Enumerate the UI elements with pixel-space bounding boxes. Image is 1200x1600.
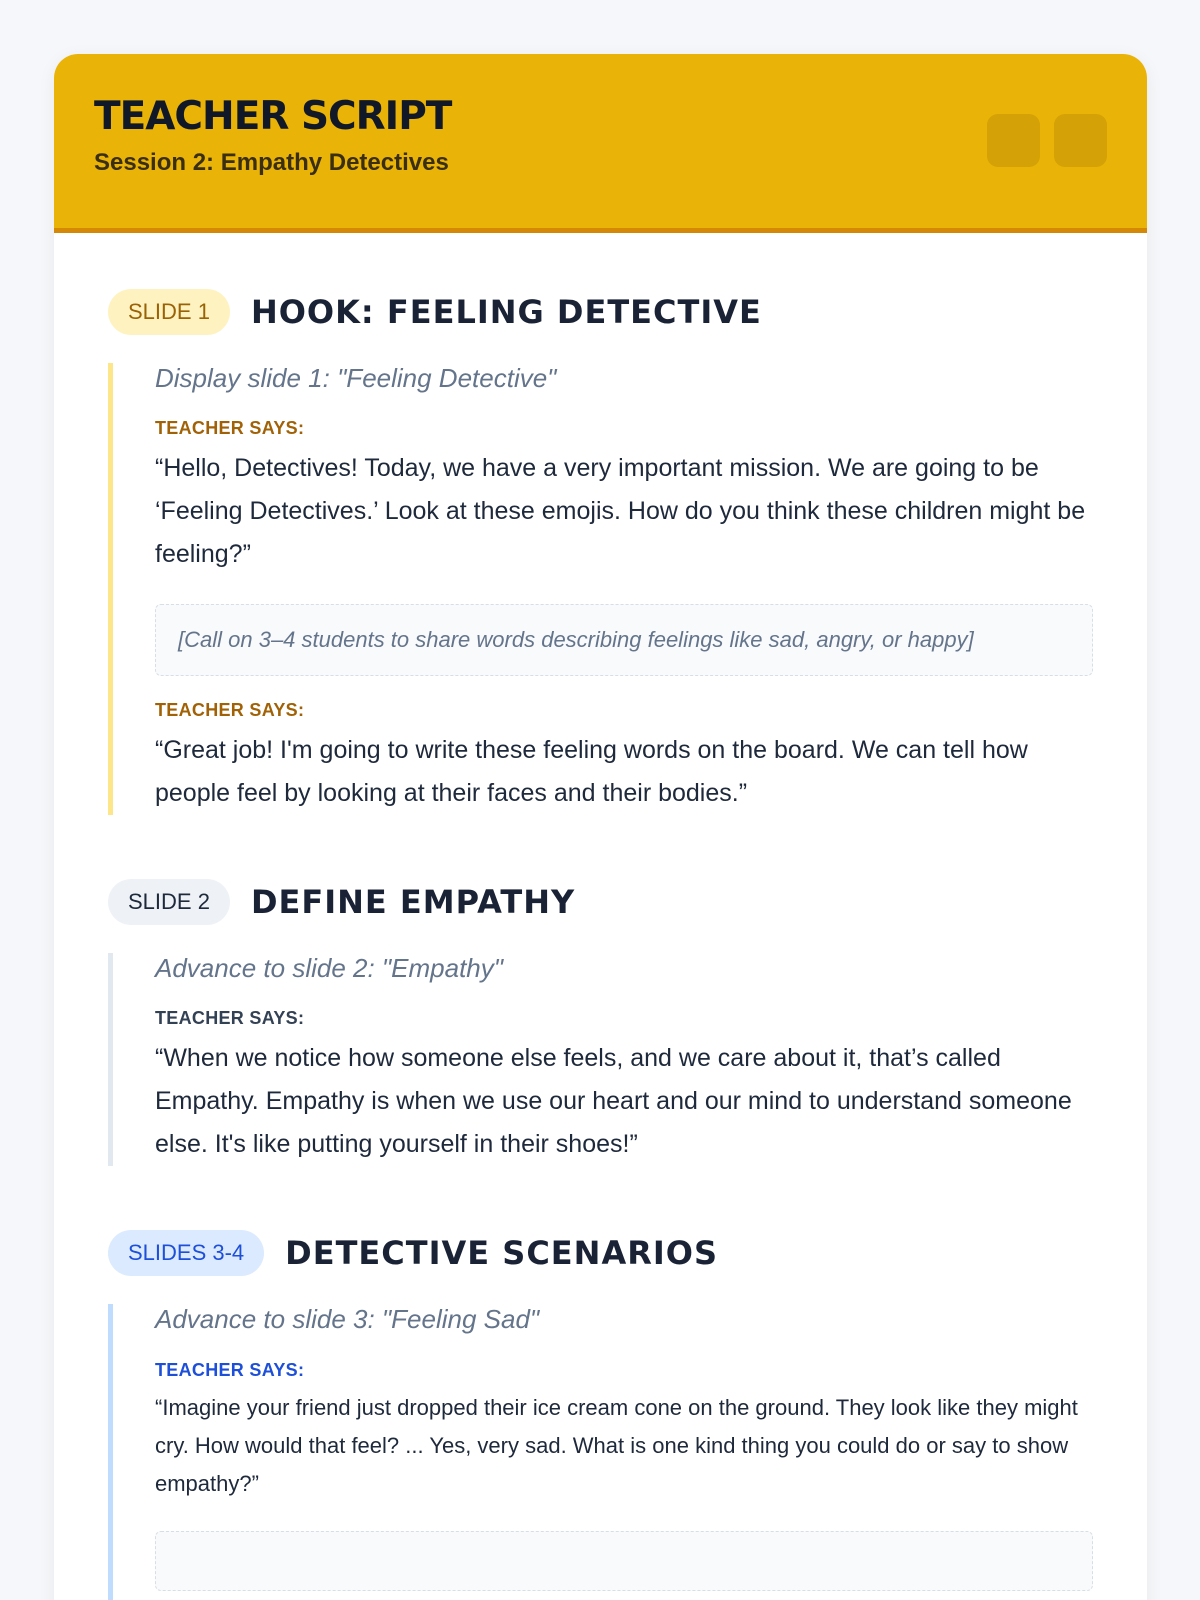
- section-header: [108, 879, 1093, 925]
- slide-badge: SLIDES 3-4: [108, 1230, 264, 1276]
- section-slide-2: [108, 879, 1093, 1166]
- script-header: [54, 54, 1147, 233]
- section-header: [108, 289, 1093, 335]
- script-content: [54, 289, 1147, 1600]
- teacher-says-text: “Imagine your friend just dropped their ice cream cone on the ground. They look like they might cry. How would that feel? ... Yes, very sad. What is one kind thing you could do or say to show empathy?”: [155, 1394, 1078, 1496]
- section-body: [108, 1304, 1093, 1600]
- teacher-says-text: “When we notice how someone else feels, and we care about it, that’s called Empathy. Empathy is when we use our heart and our mind to understand someone else. It's like putting yourself in their shoes!”: [155, 1044, 1072, 1159]
- slide-badge: SLIDE 1: [108, 289, 230, 335]
- section-title: DETECTIVE SCENARIOS: [285, 1234, 718, 1273]
- stage-direction: Display slide 1: "Feeling Detective": [155, 363, 557, 393]
- teacher-says-label: TEACHER SAYS:: [155, 700, 305, 721]
- activity-note-partial: [155, 1531, 1093, 1591]
- header-action-button-1[interactable]: [987, 114, 1040, 167]
- script-card: [54, 54, 1147, 1600]
- section-slide-1: [108, 289, 1093, 815]
- page-title: TEACHER SCRIPT: [94, 94, 452, 139]
- section-body: [108, 953, 1093, 1166]
- activity-note: [Call on 3–4 students to share words describing feelings like sad, angry, or happy]: [155, 604, 1093, 676]
- section-title: DEFINE EMPATHY: [250, 883, 576, 922]
- header-action-button-2[interactable]: [1054, 114, 1107, 167]
- teacher-says-label: TEACHER SAYS:: [155, 1008, 305, 1029]
- stage-direction: Advance to slide 2: "Empathy": [155, 953, 503, 984]
- section-title: HOOK: FEELING DETECTIVE: [250, 293, 762, 331]
- teacher-says-text: “Hello, Detectives! Today, we have a very important mission. We are going to be ‘Feeling Detectives.’ Look at these emojis. How do you think these children might be feeling?”: [155, 454, 1086, 569]
- section-body: [108, 363, 1093, 815]
- slide-badge: SLIDE 2: [108, 879, 230, 925]
- section-slides-3-4: [108, 1230, 1093, 1600]
- stage-direction: Advance to slide 3: "Feeling Sad": [155, 1304, 540, 1335]
- session-subtitle: Session 2: Empathy Detectives: [94, 148, 449, 176]
- teacher-says-label: TEACHER SAYS:: [155, 418, 305, 439]
- header-actions: [987, 114, 1107, 167]
- teacher-says-label: TEACHER SAYS:: [155, 1359, 305, 1380]
- section-header: [108, 1230, 1093, 1276]
- teacher-says-text: “Great job! I'm going to write these feeling words on the board. We can tell how people feel by looking at their faces and their bodies.”: [155, 736, 1028, 808]
